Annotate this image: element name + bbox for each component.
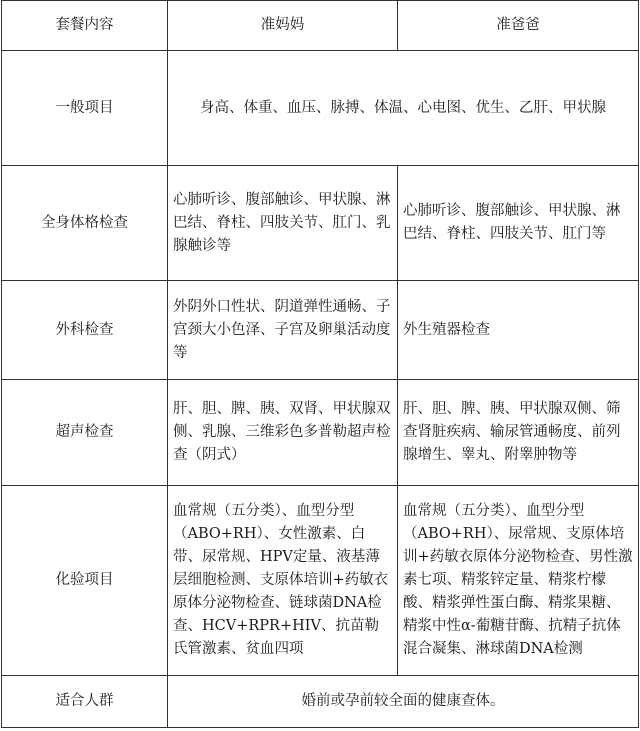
header-mom: 准妈妈 (168, 1, 398, 51)
mom-cell: 外阴外口性状、阴道弹性通畅、子宫颈大小色泽、子宫及卵巢活动度等 (168, 281, 398, 380)
header-dad: 准爸爸 (398, 1, 639, 51)
dad-cell: 心肺听诊、腹部触诊、甲状腺、淋巴结、脊柱、四肢关节、肛门等 (398, 166, 639, 281)
mom-cell: 血常规（五分类）、血型分型（ABO+RH）、女性激素、白带、尿常规、HPV定量、液基薄层细胞检测、支原体培训+药敏衣原体分泌物检查、链球菌DNA检查、HCV+RPR+HIV、抗苗勒氏管激素、贫血四项 (168, 486, 398, 676)
mom-cell: 心肺听诊、腹部触诊、甲状腺、淋巴结、脊柱、四肢关节、肛门、乳腺触诊等 (168, 166, 398, 281)
dad-cell: 外生殖器检查 (398, 281, 639, 380)
general-items-cell: 身高、体重、血压、脉搏、体温、心电图、优生、乙肝、甲状腺 (168, 51, 639, 166)
row-lab-tests (2, 486, 639, 676)
row-surgical-exam (2, 281, 639, 380)
row-label: 一般项目 (2, 51, 168, 166)
row-label: 超声检查 (2, 380, 168, 486)
row-general (2, 51, 639, 166)
dad-cell: 肝、胆、脾、胰、甲状腺双侧、筛查肾脏疾病、输尿管通畅度、前列腺增生、睾丸、附睾肿物等 (398, 380, 639, 486)
mom-cell: 肝、胆、脾、胰、双肾、甲状腺双侧、乳腺、三维彩色多普勒超声检查（阴式） (168, 380, 398, 486)
row-physical-exam (2, 166, 639, 281)
package-table (1, 0, 639, 728)
row-label: 外科检查 (2, 281, 168, 380)
row-label: 适合人群 (2, 676, 168, 728)
row-label: 化验项目 (2, 486, 168, 676)
row-label: 全身体格检查 (2, 166, 168, 281)
suitable-people-cell: 婚前或孕前较全面的健康查体。 (168, 676, 639, 728)
row-suitable-people (2, 676, 639, 728)
dad-cell: 血常规（五分类）、血型分型（ABO+RH）、尿常规、支原体培训+药敏衣原体分泌物检查、男性激素七项、精浆锌定量、精浆柠檬酸、精浆弹性蛋白酶、精浆果糖、精浆中性α-葡糖苷酶、抗精子抗体混合凝集、淋球菌DNA检测 (398, 486, 639, 676)
header-package-content: 套餐内容 (2, 1, 168, 51)
header-row (2, 1, 639, 51)
row-ultrasound (2, 380, 639, 486)
